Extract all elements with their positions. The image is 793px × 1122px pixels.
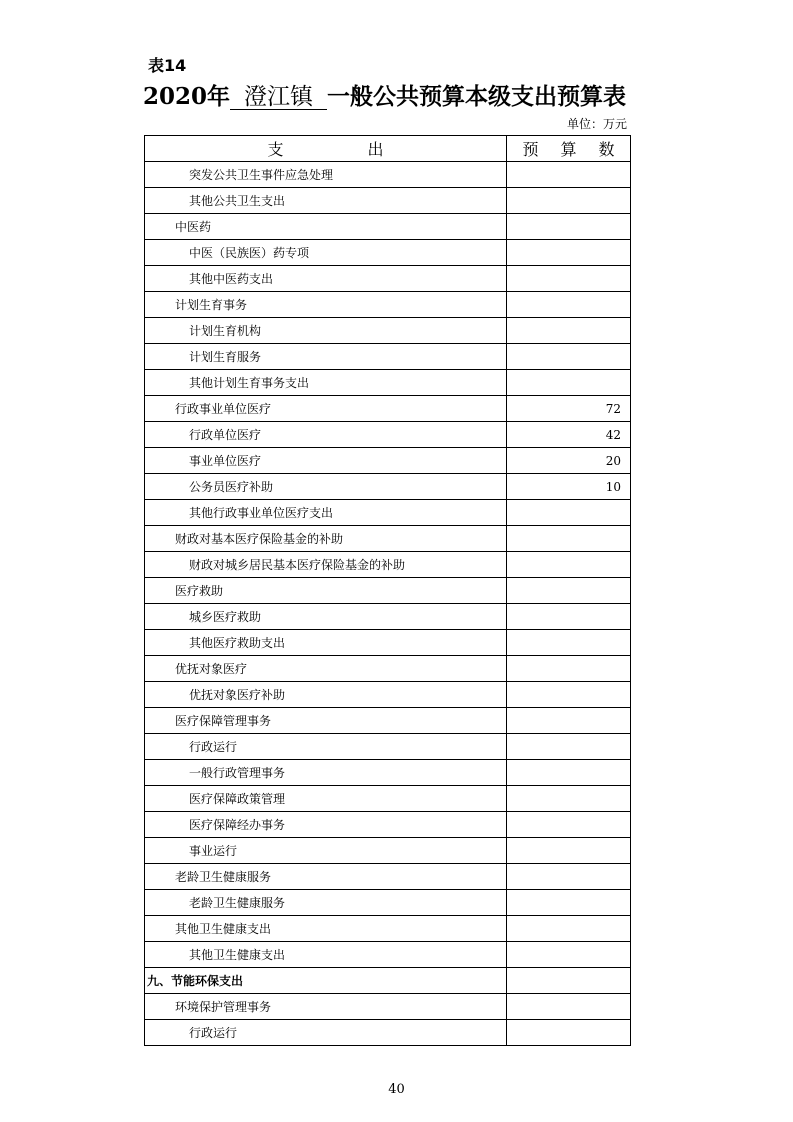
row-value xyxy=(507,604,631,630)
row-value: 42 xyxy=(507,422,631,448)
row-value xyxy=(507,370,631,396)
table-row xyxy=(145,188,631,214)
row-value xyxy=(507,656,631,682)
row-label: 行政运行 xyxy=(145,734,507,760)
row-value: 10 xyxy=(507,474,631,500)
table-row xyxy=(145,994,631,1020)
row-label: 老龄卫生健康服务 xyxy=(145,864,507,890)
row-label: 中医药 xyxy=(145,214,507,240)
row-label: 优抚对象医疗补助 xyxy=(145,682,507,708)
row-label: 计划生育事务 xyxy=(145,292,507,318)
row-label: 行政运行 xyxy=(145,1020,507,1046)
row-value xyxy=(507,500,631,526)
row-value xyxy=(507,552,631,578)
title-rest: 一般公共预算本级支出预算表 xyxy=(327,83,627,110)
row-value xyxy=(507,1020,631,1046)
row-value xyxy=(507,838,631,864)
table-row xyxy=(145,786,631,812)
row-value xyxy=(507,630,631,656)
row-label: 其他卫生健康支出 xyxy=(145,916,507,942)
row-value: 20 xyxy=(507,448,631,474)
row-value xyxy=(507,968,631,994)
table-number: 表14 xyxy=(148,56,187,75)
table-row xyxy=(145,708,631,734)
header-expenditure xyxy=(145,136,507,162)
title-town: 澄江镇 xyxy=(230,85,327,110)
table-row xyxy=(145,500,631,526)
table-row xyxy=(145,318,631,344)
page-title xyxy=(143,78,643,111)
table-row xyxy=(145,656,631,682)
row-value xyxy=(507,734,631,760)
row-label: 其他行政事业单位医疗支出 xyxy=(145,500,507,526)
row-label: 九、节能环保支出 xyxy=(145,968,507,994)
row-label: 一般行政管理事务 xyxy=(145,760,507,786)
unit-label: 单位：万元 xyxy=(566,117,627,131)
row-label: 其他中医药支出 xyxy=(145,266,507,292)
table-row xyxy=(145,526,631,552)
table-row xyxy=(145,162,631,188)
table-row xyxy=(145,890,631,916)
table-row xyxy=(145,942,631,968)
row-label: 公务员医疗补助 xyxy=(145,474,507,500)
table-row xyxy=(145,474,631,500)
row-value xyxy=(507,578,631,604)
row-label: 财政对基本医疗保险基金的补助 xyxy=(145,526,507,552)
row-value xyxy=(507,318,631,344)
table-row xyxy=(145,552,631,578)
table-row xyxy=(145,578,631,604)
table-row xyxy=(145,422,631,448)
page-number: 40 xyxy=(388,1082,405,1097)
row-label: 财政对城乡居民基本医疗保险基金的补助 xyxy=(145,552,507,578)
table-row xyxy=(145,266,631,292)
row-value xyxy=(507,890,631,916)
table-row xyxy=(145,214,631,240)
table-body xyxy=(145,162,631,1046)
row-value xyxy=(507,188,631,214)
row-value xyxy=(507,526,631,552)
row-label: 中医（民族医）药专项 xyxy=(145,240,507,266)
row-value xyxy=(507,916,631,942)
table-row xyxy=(145,370,631,396)
table-row xyxy=(145,630,631,656)
row-label: 行政事业单位医疗 xyxy=(145,396,507,422)
row-label: 老龄卫生健康服务 xyxy=(145,890,507,916)
table-row xyxy=(145,838,631,864)
row-value xyxy=(507,994,631,1020)
row-label: 医疗保障经办事务 xyxy=(145,812,507,838)
row-value xyxy=(507,708,631,734)
table-row xyxy=(145,344,631,370)
row-label: 突发公共卫生事件应急处理 xyxy=(145,162,507,188)
row-label: 其他卫生健康支出 xyxy=(145,942,507,968)
row-value xyxy=(507,266,631,292)
table-row xyxy=(145,240,631,266)
row-label: 其他计划生育事务支出 xyxy=(145,370,507,396)
header-budget xyxy=(507,136,631,162)
row-value xyxy=(507,812,631,838)
row-value xyxy=(507,344,631,370)
row-label: 城乡医疗救助 xyxy=(145,604,507,630)
row-label: 其他公共卫生支出 xyxy=(145,188,507,214)
row-value: 72 xyxy=(507,396,631,422)
row-value xyxy=(507,162,631,188)
row-value xyxy=(507,240,631,266)
header-budget-char-3: 数 xyxy=(598,140,615,159)
table-row xyxy=(145,916,631,942)
table-row xyxy=(145,734,631,760)
row-label: 行政单位医疗 xyxy=(145,422,507,448)
row-value xyxy=(507,214,631,240)
header-budget-char-1: 预 xyxy=(522,140,539,159)
table-row xyxy=(145,292,631,318)
table-row xyxy=(145,396,631,422)
row-label: 事业运行 xyxy=(145,838,507,864)
table-row xyxy=(145,812,631,838)
row-value xyxy=(507,864,631,890)
header-budget-char-2: 算 xyxy=(560,140,577,159)
table-row xyxy=(145,682,631,708)
row-label: 优抚对象医疗 xyxy=(145,656,507,682)
table-row xyxy=(145,864,631,890)
row-label: 其他医疗救助支出 xyxy=(145,630,507,656)
table-row xyxy=(145,968,631,994)
row-value xyxy=(507,786,631,812)
budget-table xyxy=(144,135,631,1046)
row-value xyxy=(507,682,631,708)
table-row xyxy=(145,604,631,630)
row-label: 环境保护管理事务 xyxy=(145,994,507,1020)
row-value xyxy=(507,292,631,318)
row-label: 医疗保障政策管理 xyxy=(145,786,507,812)
row-label: 事业单位医疗 xyxy=(145,448,507,474)
row-label: 计划生育服务 xyxy=(145,344,507,370)
table-header-row xyxy=(145,136,631,162)
table-row xyxy=(145,760,631,786)
row-label: 计划生育机构 xyxy=(145,318,507,344)
row-value xyxy=(507,760,631,786)
header-expenditure-char-2: 出 xyxy=(367,140,384,159)
header-expenditure-char-1: 支 xyxy=(267,140,284,159)
table-row xyxy=(145,1020,631,1046)
row-value xyxy=(507,942,631,968)
table-row xyxy=(145,448,631,474)
row-label: 医疗保障管理事务 xyxy=(145,708,507,734)
title-year: 2020年 xyxy=(143,83,231,110)
row-label: 医疗救助 xyxy=(145,578,507,604)
